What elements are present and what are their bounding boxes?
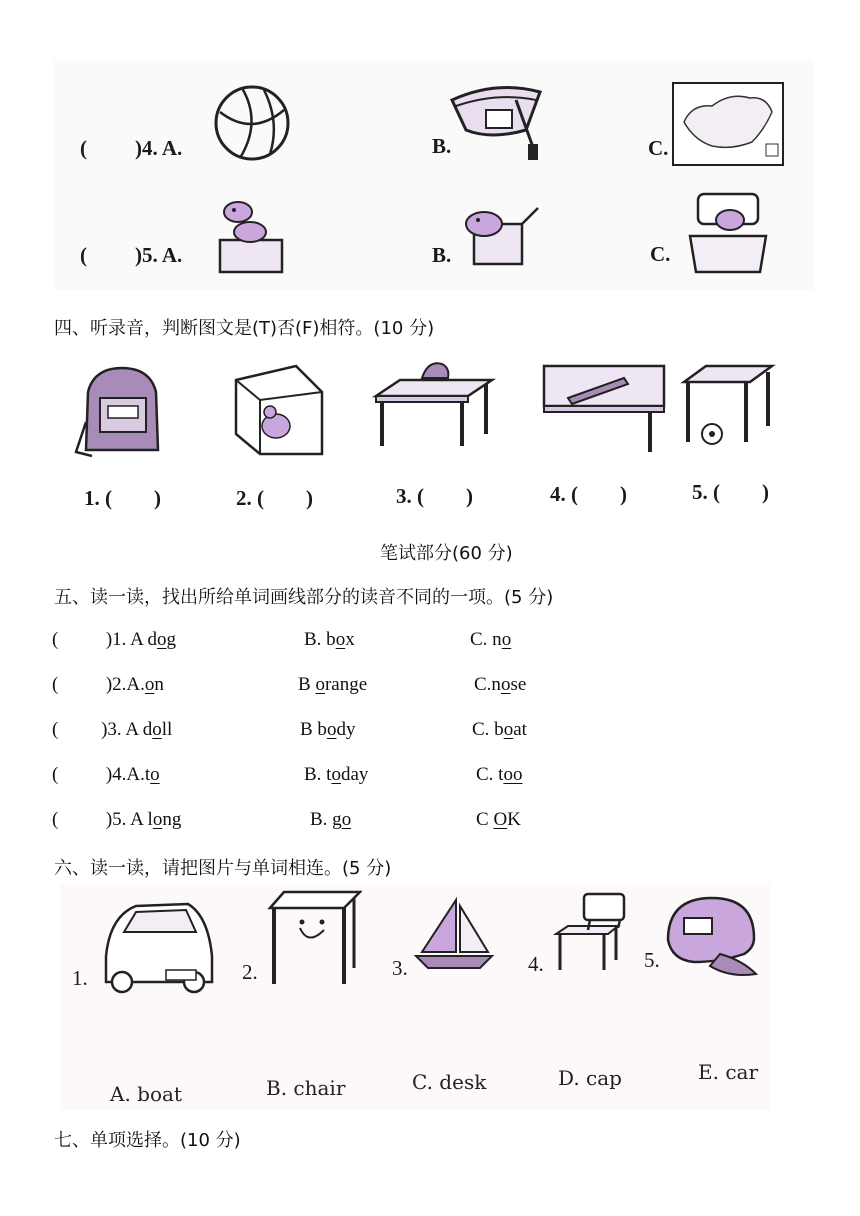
row3-q-end: ll (161, 719, 173, 740)
row2-b-underline: o (315, 674, 325, 695)
cap-image (660, 890, 760, 982)
row2-c: C.n (474, 674, 501, 695)
section4-item-1: 1. ( ) (84, 486, 161, 510)
schoolbag-image (74, 362, 170, 462)
row5-c-end: K (507, 809, 521, 830)
word-d-cap: D. cap (558, 1066, 622, 1090)
car-image (96, 896, 220, 996)
row3-c-end: at (513, 719, 527, 740)
row2-b-end: range (324, 674, 368, 695)
q5-option-b: B. (432, 243, 452, 267)
section4-item-2: 2. ( ) (236, 486, 313, 510)
q4-option-b: B. (432, 134, 452, 158)
row5-b-underline: o (341, 809, 352, 830)
section6-number-4: 4. (528, 952, 544, 976)
desk-image (264, 888, 362, 992)
row1-q: ( )1. A d (52, 629, 158, 650)
row1-c-underline: o (501, 629, 512, 650)
q5-option-c: C. (650, 242, 671, 266)
row1-b: B. b (304, 629, 336, 650)
row3-c-underline: o (503, 719, 514, 740)
q4-label (80, 136, 182, 161)
q5-label (80, 243, 182, 268)
row4-q-underline: o (150, 764, 160, 785)
q5-num: )5. A. (135, 243, 183, 267)
row1-b-end: x (345, 629, 355, 650)
section6-number-3: 3. (392, 956, 408, 980)
q5-paren: ( (80, 243, 87, 267)
section5-heading: 五、读一读，找出所给单词画线部分的读音不同的一项。(5 分) (54, 587, 554, 608)
section4-item-3: 3. ( ) (396, 484, 473, 508)
basketball-image (212, 82, 292, 164)
row1-q-end: g (166, 629, 177, 650)
row5-c: C (476, 809, 494, 830)
word-e-car: E. car (698, 1060, 758, 1084)
written-part-title: 笔试部分(60 分) (380, 543, 513, 564)
section7-heading: 七、单项选择。(10 分) (54, 1130, 241, 1151)
q4-paren: ( (80, 136, 87, 160)
word-a-boat: A. boat (110, 1082, 182, 1106)
row3-b-end: dy (336, 719, 356, 740)
row1-c: C. n (470, 629, 502, 650)
row2-c-underline: o (500, 674, 511, 695)
q4-num: )4. A. (135, 136, 183, 160)
row2-q-end: n (154, 674, 164, 695)
pen-on-desk-image (540, 362, 668, 454)
sailboat-image (410, 896, 496, 976)
row4-c: C. t (476, 764, 504, 785)
dog-in-bed-image (686, 188, 770, 276)
section6-number-5: 5. (644, 948, 660, 972)
chair-image (548, 890, 634, 976)
row1-b-underline: o (335, 629, 346, 650)
cap-on-desk-image (372, 354, 496, 450)
row2-q: ( )2.A. (52, 674, 145, 695)
row3-b: B b (300, 719, 327, 740)
word-b-chair: B. chair (266, 1076, 346, 1100)
section6-number-2: 2. (242, 960, 258, 984)
row5-q-end: ng (162, 809, 182, 830)
row2-q-underline: o (144, 674, 155, 695)
section4-item-4: 4. ( ) (550, 482, 627, 506)
row5-q: ( )5. A l (52, 809, 153, 830)
word-c-desk: C. desk (412, 1070, 487, 1094)
row4-c-underline: oo (503, 764, 523, 785)
row5-q-underline: o (152, 809, 163, 830)
section6-number-1: 1. (72, 966, 88, 990)
bird-in-box-image (226, 360, 330, 460)
row3-b-underline: o (326, 719, 337, 740)
china-map-image (672, 82, 784, 166)
section4-item-5: 5. ( ) (692, 480, 769, 504)
q4-option-c: C. (648, 136, 669, 160)
row2-c-end: se (510, 674, 527, 695)
ball-under-desk-image (680, 362, 776, 454)
row3-q: ( )3. A d (52, 719, 153, 740)
row4-q: ( )4.A.t (52, 764, 151, 785)
row2-b: B (298, 674, 316, 695)
row3-q-underline: o (152, 719, 162, 740)
row3-c: C. b (472, 719, 504, 740)
row1-q-underline: o (157, 629, 167, 650)
row4-b-underline: o (331, 764, 341, 785)
dog-in-box-image (454, 200, 546, 270)
section6-heading: 六、读一读，请把图片与单词相连。(5 分) (54, 858, 392, 879)
row4-b: B. t (304, 764, 332, 785)
row5-c-underline: O (493, 809, 508, 830)
row4-b-end: day (340, 764, 369, 785)
section4-heading: 四、听录音，判断图文是(T)否(F)相符。(10 分) (54, 318, 435, 339)
boat-image (446, 70, 546, 162)
row5-b: B. g (310, 809, 342, 830)
dog-on-box-image (212, 196, 292, 276)
